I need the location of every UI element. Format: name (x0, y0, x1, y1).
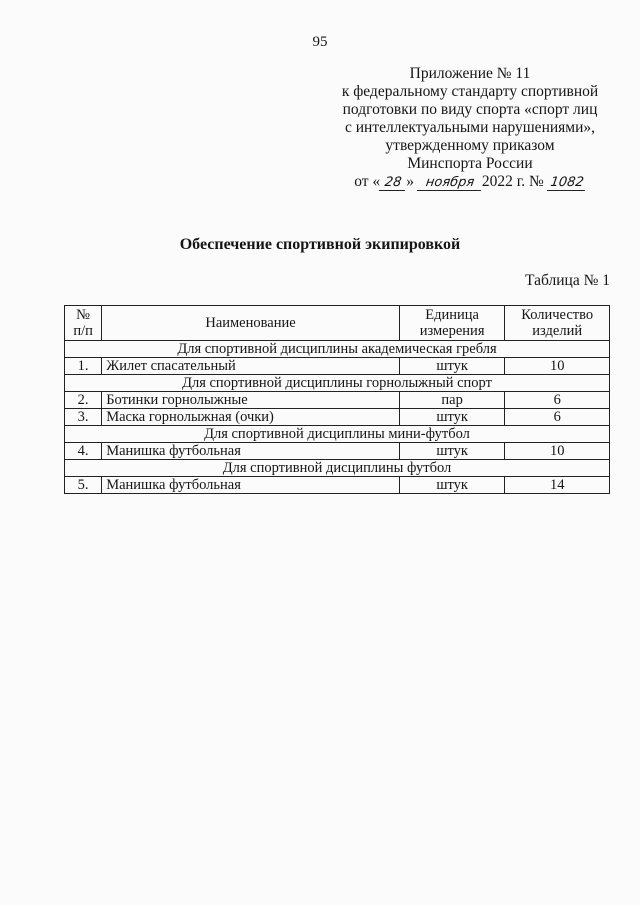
section-row (65, 341, 610, 358)
table-caption: Таблица № 1 (525, 272, 610, 289)
cell-num: 1. (65, 358, 102, 375)
cell-num: 2. (65, 392, 102, 409)
cell-num: 3. (65, 409, 102, 426)
cell-qty: 6 (505, 392, 610, 409)
cell-unit: штук (399, 409, 505, 426)
appendix-line: Минспорта России (407, 155, 533, 172)
header-num: № п/п (65, 306, 102, 341)
section-title: Для спортивной дисциплины футбол (65, 460, 610, 477)
handwritten-day: 28 (379, 175, 407, 191)
section-title: Для спортивной дисциплины мини-футбол (65, 426, 610, 443)
cell-unit: пар (399, 392, 505, 409)
order-date-line (300, 173, 640, 191)
date-year: 2022 г. № (481, 173, 544, 190)
table-row (65, 443, 610, 460)
cell-qty: 10 (505, 358, 610, 375)
header-unit: Единица измерения (399, 306, 505, 341)
appendix-line: подготовки по виду спорта «спорт лиц (342, 101, 598, 118)
cell-qty: 14 (505, 477, 610, 494)
cell-name: Манишка футбольная (102, 477, 400, 494)
header-qty: Количество изделий (505, 306, 610, 341)
cell-qty: 10 (505, 443, 610, 460)
appendix-line: с интеллектуальными нарушениями», (344, 119, 596, 136)
cell-name: Маска горнолыжная (очки) (102, 409, 400, 426)
cell-num: 4. (65, 443, 102, 460)
cell-name: Жилет спасательный (102, 358, 400, 375)
table-row (65, 409, 610, 426)
section-row (65, 375, 610, 392)
appendix-line: утвержденному приказом (385, 137, 555, 154)
table-row (65, 477, 610, 494)
table-row (65, 358, 610, 375)
page-number: 95 (312, 34, 328, 50)
section-row (65, 460, 610, 477)
document-title: Обеспечение спортивной экипировкой (179, 236, 461, 253)
section-title: Для спортивной дисциплины горнолыжный спорт (65, 375, 610, 392)
cell-name: Манишка футбольная (102, 443, 400, 460)
section-title: Для спортивной дисциплины академическая гребля (65, 341, 610, 358)
cell-unit: штук (399, 358, 505, 375)
date-mid: » (406, 173, 414, 190)
appendix-line: к федеральному стандарту спортивной (341, 83, 599, 100)
section-row (65, 426, 610, 443)
header-name: Наименование (102, 306, 400, 341)
handwritten-month: ноября (417, 175, 483, 191)
equipment-table (64, 305, 610, 494)
cell-unit: штук (399, 443, 505, 460)
cell-num: 5. (65, 477, 102, 494)
table-header-row (65, 306, 610, 341)
appendix-line: Приложение № 11 (409, 65, 531, 82)
date-prefix: от « (354, 173, 381, 190)
cell-unit: штук (399, 477, 505, 494)
cell-qty: 6 (505, 409, 610, 426)
handwritten-order-number: 1082 (547, 175, 587, 191)
appendix-block (300, 65, 640, 191)
table-row (65, 392, 610, 409)
cell-name: Ботинки горнолыжные (102, 392, 400, 409)
